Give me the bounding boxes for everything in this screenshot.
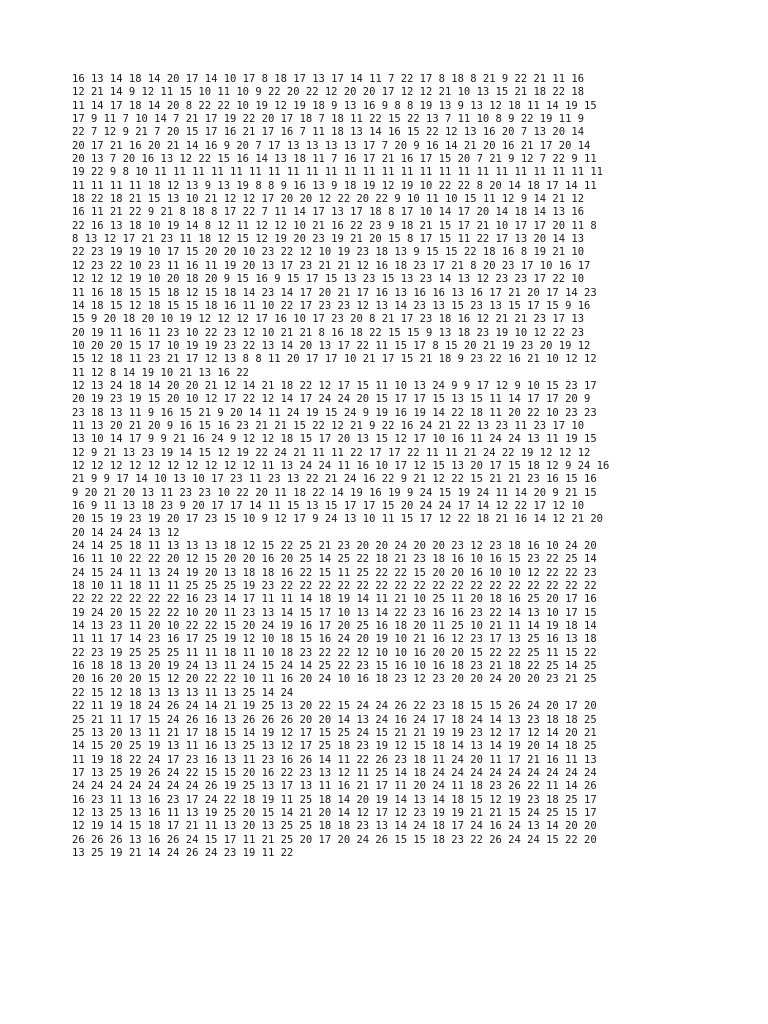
text-line: 18 10 11 18 11 11 25 25 25 19 23 22 22 22 22 22 22 22 22 22 22 22 22 22 22 22 22 22 bbox=[72, 580, 597, 593]
text-line: 24 24 24 24 24 24 24 26 19 25 13 17 13 11 16 21 17 11 20 24 11 18 23 26 22 11 14 26 bbox=[72, 780, 597, 793]
text-line: 22 11 19 18 24 26 24 14 21 19 25 13 20 22 15 24 24 26 22 23 18 15 15 26 24 20 17 20 bbox=[72, 700, 597, 713]
text-line: 19 22 9 8 10 11 11 11 11 11 11 11 11 11 11 11 11 11 11 11 11 11 11 11 11 11 11 11 11 bbox=[72, 166, 604, 179]
text-line: 9 20 21 20 13 11 23 23 10 22 20 11 18 22 14 19 16 19 9 24 15 19 24 11 14 20 9 21 15 bbox=[72, 486, 597, 499]
text-line: 11 16 18 15 15 18 12 15 18 14 23 14 17 20 21 17 16 13 16 16 13 16 17 21 20 17 14 23 bbox=[72, 286, 597, 299]
text-line: 17 9 11 7 10 14 7 21 17 19 22 20 17 18 7 18 11 22 15 22 13 7 11 10 8 9 22 19 11 9 bbox=[72, 113, 585, 126]
text-line: 8 13 12 17 21 23 11 18 12 15 12 19 20 23 19 21 20 15 8 17 15 11 22 17 13 20 14 13 bbox=[72, 233, 585, 246]
text-line: 16 13 14 18 14 20 17 14 10 17 8 18 17 13 17 14 11 7 22 17 8 18 8 21 9 22 21 11 16 bbox=[72, 73, 585, 85]
text-line: 12 13 24 18 14 20 20 21 12 14 21 18 22 12 17 15 11 10 13 24 9 9 17 12 9 10 15 23 17 bbox=[72, 379, 597, 392]
text-line: 16 23 11 13 16 23 17 24 22 18 19 11 25 18 14 20 19 14 13 14 18 15 12 19 23 18 25 17 bbox=[72, 793, 597, 806]
text-line: 22 15 12 18 13 13 13 11 13 25 14 24 bbox=[72, 686, 294, 699]
text-line: 10 20 20 15 17 10 19 19 23 22 13 14 20 13 17 22 11 15 17 8 15 20 21 19 23 20 19 12 bbox=[72, 339, 591, 352]
text-line: 22 7 12 9 21 7 20 15 17 16 21 17 16 7 11 18 13 14 16 15 22 12 13 16 20 7 13 20 14 bbox=[72, 126, 585, 139]
text-line: 20 17 21 16 20 21 14 16 9 20 7 17 13 13 13 13 17 7 20 9 16 14 21 20 16 21 17 20 14 bbox=[72, 139, 591, 152]
text-line: 20 19 23 19 15 20 10 12 17 22 12 14 17 24 24 20 15 17 17 15 13 15 11 14 17 17 20 9 bbox=[72, 393, 591, 406]
text-line: 23 18 13 11 9 16 15 21 9 20 14 11 24 19 15 24 9 19 16 19 14 22 18 11 20 22 10 23 23 bbox=[72, 406, 597, 419]
text-line: 11 14 17 18 14 20 8 22 22 10 19 12 19 18 9 13 16 9 8 8 19 13 9 13 12 18 11 14 19 15 bbox=[72, 99, 597, 112]
text-line: 26 26 26 13 16 26 24 15 17 11 21 25 20 17 20 24 26 15 15 18 23 22 26 24 24 15 22 20 bbox=[72, 833, 597, 846]
text-line: 22 22 22 22 22 22 16 23 14 17 11 11 14 18 19 14 11 21 10 25 11 20 18 16 25 20 17 16 bbox=[72, 593, 597, 606]
text-line: 16 11 10 22 22 20 12 15 20 20 16 20 25 14 25 22 18 21 23 18 16 10 16 15 23 22 25 14 bbox=[72, 553, 597, 566]
text-line: 12 21 14 9 12 11 15 10 11 10 9 22 20 22 12 20 20 17 12 12 21 10 13 15 21 18 22 18 bbox=[72, 86, 585, 99]
text-line: 11 19 18 22 24 17 23 16 13 11 23 16 26 14 11 22 26 23 18 11 24 20 11 17 21 16 11 13 bbox=[72, 753, 597, 766]
text-line: 24 15 24 11 13 24 19 20 13 18 18 16 22 15 11 25 22 22 15 20 20 16 10 10 12 22 22 23 bbox=[72, 566, 597, 579]
text-line: 20 15 19 23 19 20 17 23 15 10 9 12 17 9 24 13 10 11 15 17 12 22 18 21 16 14 12 21 20 bbox=[72, 513, 604, 526]
text-line: 20 13 7 20 16 13 12 22 15 16 14 13 18 11 7 16 17 21 16 17 15 20 7 21 9 12 7 22 9 11 bbox=[72, 153, 597, 166]
text-line: 13 10 14 17 9 9 21 16 24 9 12 12 18 15 17 20 13 15 12 17 10 16 11 24 24 13 11 19 15 bbox=[72, 433, 597, 446]
text-line: 12 13 25 13 16 11 13 19 25 20 15 14 21 20 14 12 17 12 23 19 19 21 21 15 24 25 15 17 bbox=[72, 806, 597, 819]
text-line: 16 11 21 22 9 21 8 18 8 17 22 7 11 14 17 13 17 18 8 17 10 14 17 20 14 18 14 13 16 bbox=[72, 206, 585, 219]
text-line: 20 19 11 16 11 23 10 22 23 12 10 21 21 8 16 18 22 15 15 9 13 18 23 19 10 12 22 23 bbox=[72, 326, 585, 339]
text-line: 22 16 13 18 10 19 14 8 12 11 12 12 10 21 16 22 23 9 18 21 15 17 21 10 17 17 20 11 8 bbox=[72, 219, 597, 232]
text-line: 11 11 17 14 23 16 17 25 19 12 10 18 15 16 24 20 19 10 21 16 12 23 17 13 25 16 13 18 bbox=[72, 633, 597, 646]
text-line: 20 16 20 20 15 12 20 22 22 10 11 16 20 24 10 16 18 23 12 23 20 20 24 20 20 23 21 25 bbox=[72, 673, 597, 686]
text-line: 12 23 22 10 23 11 16 11 19 20 13 17 23 21 21 12 16 18 23 17 21 8 20 23 17 10 16 17 bbox=[72, 259, 591, 272]
text-line: 16 9 11 13 18 23 9 20 17 17 14 11 15 13 15 17 17 15 20 24 24 17 14 12 22 17 12 10 bbox=[72, 500, 585, 512]
text-line: 14 13 23 11 20 10 22 22 15 20 24 19 16 17 20 25 16 18 20 11 25 10 21 11 14 19 18 14 bbox=[72, 620, 597, 633]
text-line: 18 22 18 21 15 13 10 21 12 12 17 20 20 12 22 20 22 9 10 11 10 15 11 12 9 14 21 12 bbox=[72, 193, 585, 206]
text-line: 12 12 12 19 10 20 18 20 9 15 16 9 15 17 15 13 23 15 13 23 14 13 12 23 23 17 22 10 bbox=[72, 273, 585, 286]
text-line: 12 12 12 12 12 12 12 12 12 12 11 13 24 24 11 16 10 17 12 15 13 20 17 15 18 12 9 24 16 bbox=[72, 459, 610, 472]
text-line: 20 14 24 24 13 12 bbox=[72, 526, 180, 539]
text-line: 16 18 18 13 20 19 24 13 11 24 15 24 14 25 22 23 15 16 10 16 18 23 21 18 22 25 14 25 bbox=[72, 660, 597, 673]
text-line: 15 9 20 18 20 10 19 12 12 12 17 16 10 17 23 20 8 21 17 23 18 16 12 21 21 23 17 13 bbox=[72, 313, 585, 326]
text-line: 11 11 11 11 18 12 13 9 13 19 8 8 9 16 13 9 18 19 12 19 10 22 22 8 20 14 18 17 14 11 bbox=[72, 179, 597, 192]
text-line: 12 9 21 13 23 19 14 15 12 19 22 24 21 11 11 22 17 17 22 11 11 21 24 22 19 12 12 12 bbox=[72, 446, 591, 459]
text-line: 11 12 8 14 19 10 21 13 16 22 bbox=[72, 366, 250, 379]
text-line: 22 23 19 19 10 17 15 20 20 10 23 22 12 10 19 23 18 13 9 15 15 22 18 16 8 19 21 10 bbox=[72, 246, 585, 259]
text-line: 13 25 19 21 14 24 26 24 23 19 11 22 bbox=[72, 846, 294, 859]
text-line: 22 23 19 25 25 25 11 11 18 11 10 18 23 22 22 12 10 10 16 20 20 15 22 22 25 11 15 22 bbox=[72, 646, 597, 659]
text-line: 19 24 20 15 22 22 10 20 11 23 13 14 15 17 10 13 14 22 23 16 16 23 22 14 13 10 17 15 bbox=[72, 606, 597, 619]
text-page bbox=[72, 73, 712, 860]
text-line: 25 21 11 17 15 24 26 16 13 26 26 26 20 20 14 13 24 16 24 17 18 24 14 13 23 18 18 25 bbox=[72, 713, 597, 726]
text-line: 24 14 25 18 11 13 13 13 18 12 15 22 25 21 23 20 20 24 20 20 23 12 23 18 16 10 24 20 bbox=[72, 540, 597, 553]
text-line: 21 9 9 17 14 10 13 10 17 23 11 23 13 22 21 24 16 22 9 21 12 22 15 21 21 23 16 15 16 bbox=[72, 473, 597, 486]
text-line: 11 13 20 21 20 9 16 15 16 23 21 21 15 22 12 21 9 22 16 24 21 22 13 23 11 23 17 10 bbox=[72, 419, 585, 432]
text-line: 17 13 25 19 26 24 22 15 15 20 16 22 23 13 12 11 25 14 18 24 24 24 24 24 24 24 24 24 bbox=[72, 766, 597, 779]
text-line: 14 18 15 12 18 15 15 18 16 11 10 22 17 23 23 12 13 14 23 13 15 23 13 15 17 15 9 16 bbox=[72, 299, 591, 312]
text-line: 25 13 20 13 11 21 17 18 15 14 19 12 17 15 25 24 15 21 21 19 19 23 12 17 12 14 20 21 bbox=[72, 726, 597, 739]
text-line: 15 12 18 11 23 21 17 12 13 8 8 11 20 17 17 10 21 17 15 21 18 9 23 22 16 21 10 12 12 bbox=[72, 353, 597, 366]
text-line: 12 19 14 15 18 17 21 11 13 20 13 25 25 18 18 23 13 14 24 18 17 24 16 24 13 14 20 20 bbox=[72, 820, 597, 833]
text-line: 14 15 20 25 19 13 11 16 13 25 13 12 17 25 18 23 19 12 15 18 14 13 14 19 20 14 18 25 bbox=[72, 740, 597, 753]
